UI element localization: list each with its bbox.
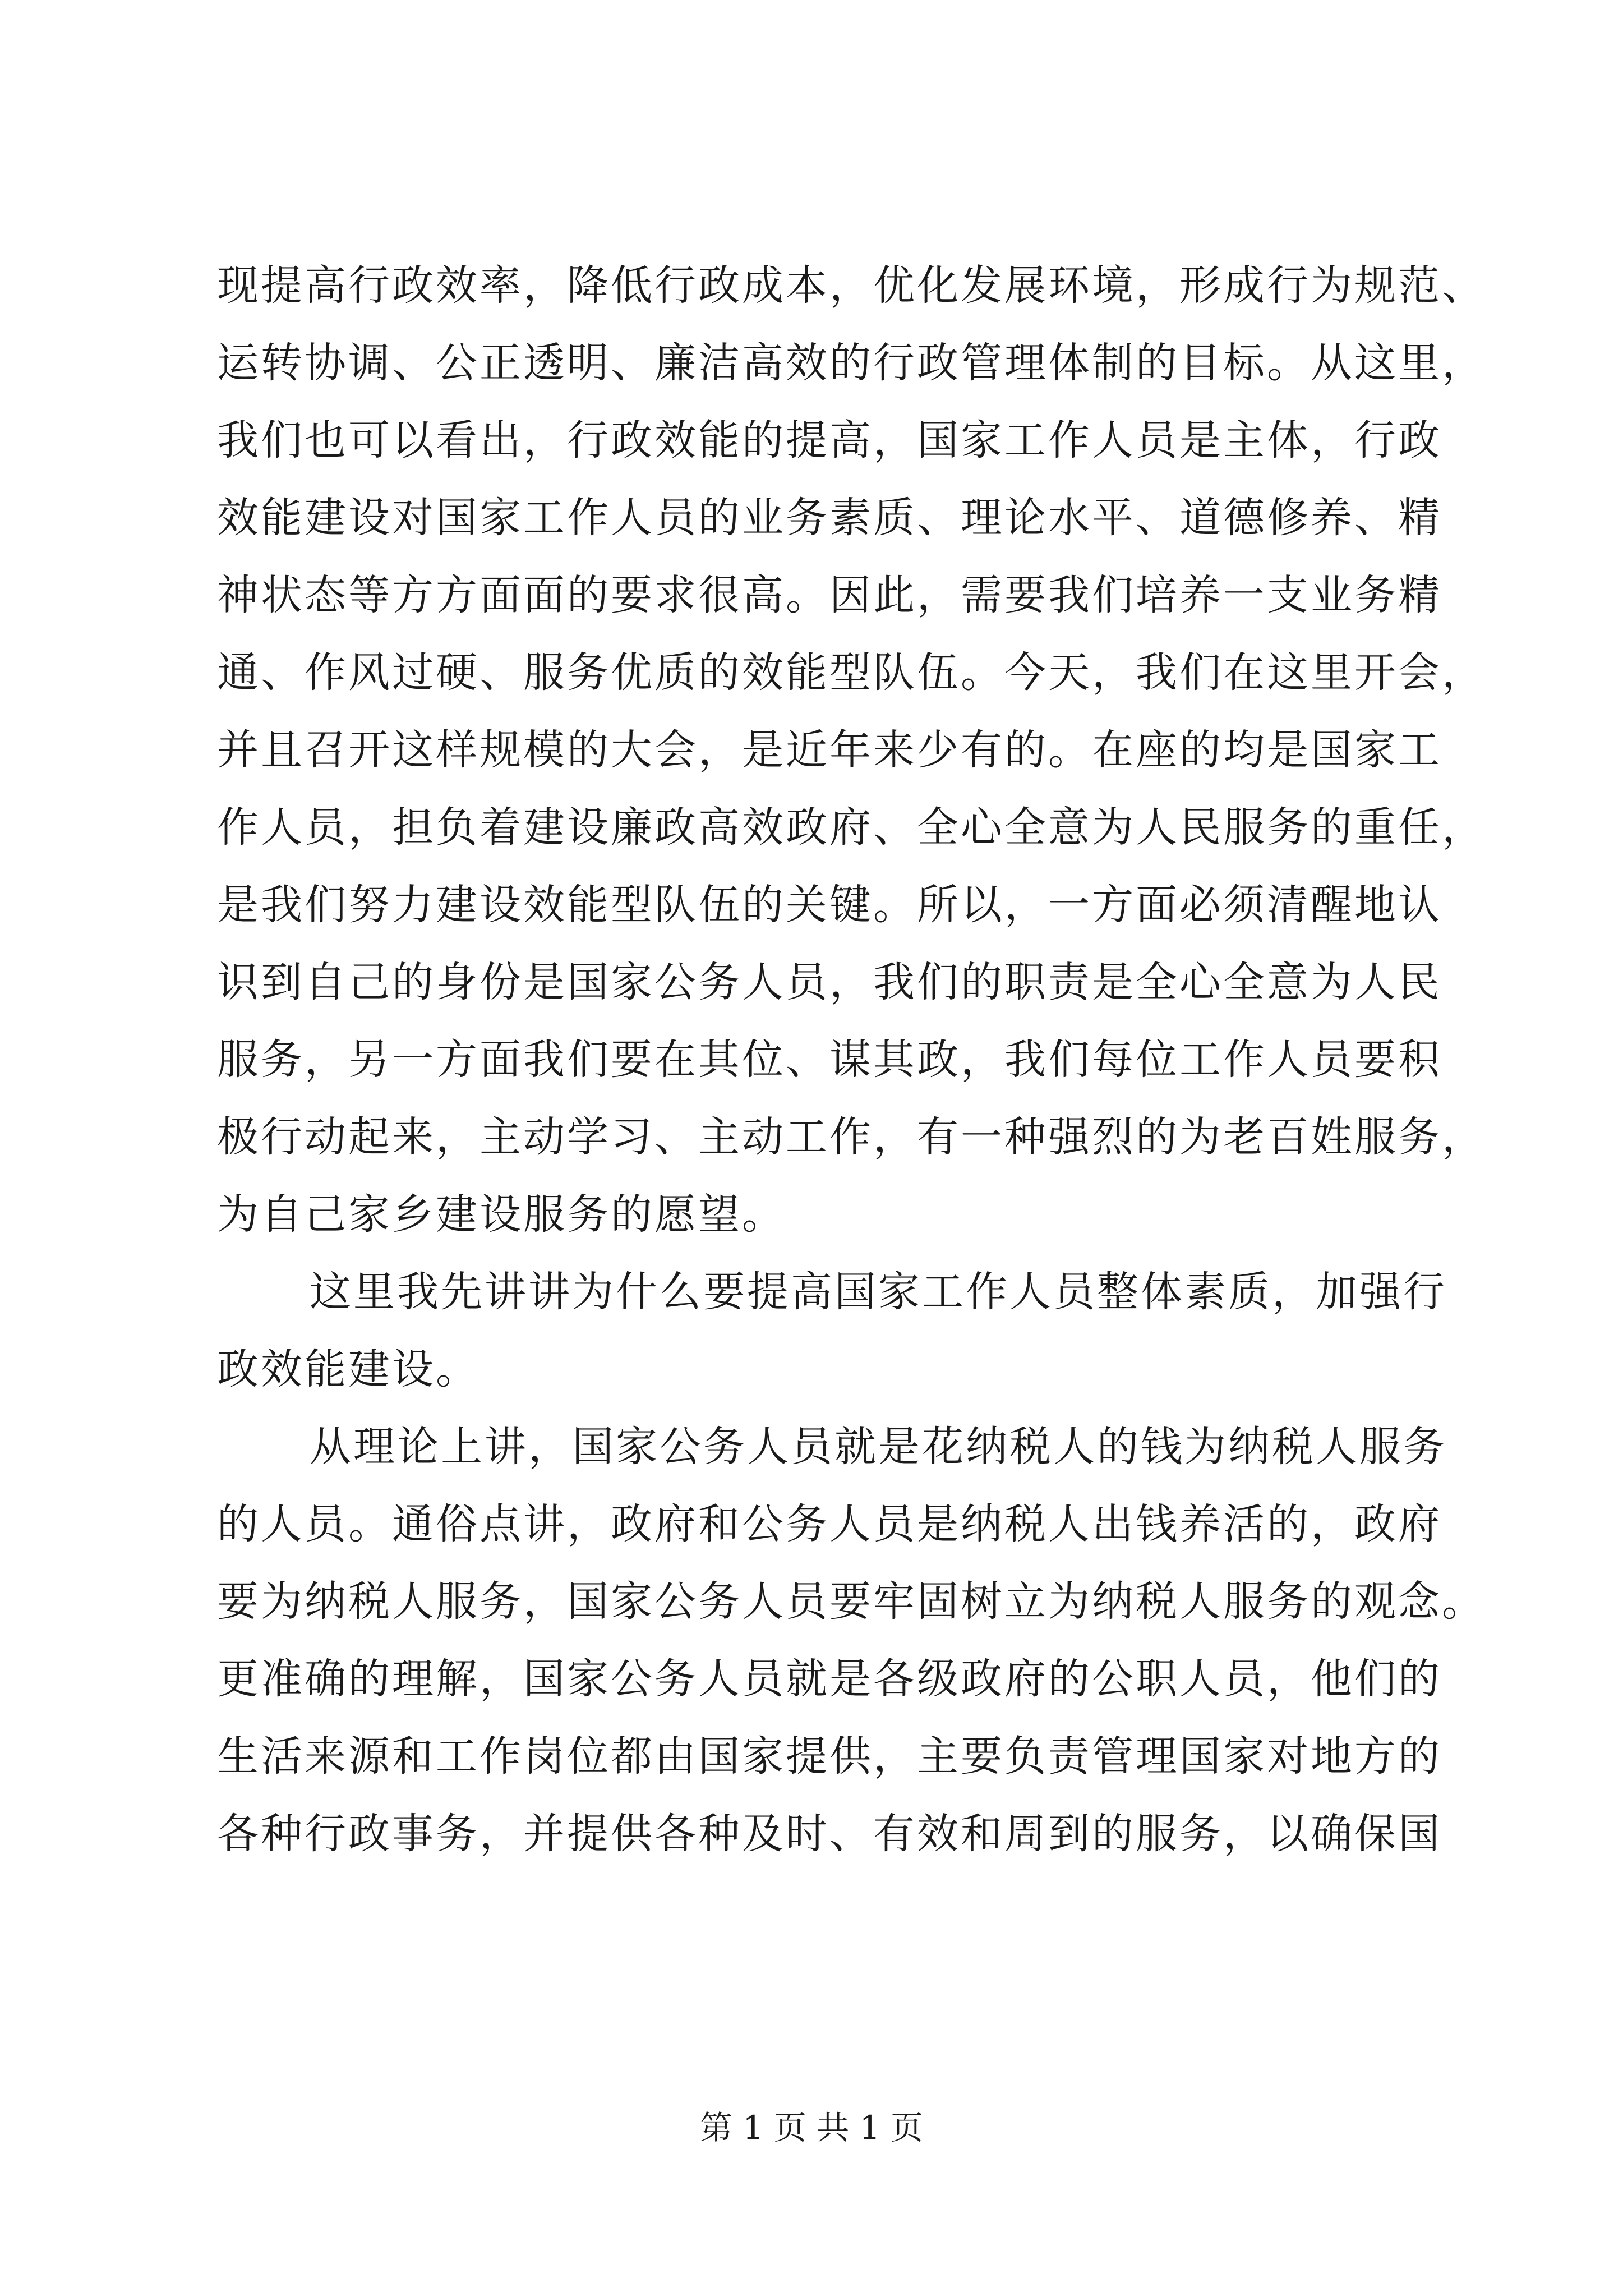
text-line: 通、作风过硬、服务优质的效能型队伍。今天，我们在这里开会， — [217, 648, 1486, 697]
text-line: 从理论上讲，国家公务人员就是花纳税人的钱为纳税人服务 — [310, 1423, 1447, 1471]
text-line: 服务，另一方面我们要在其位、谋其政，我们每位工作人员要积 — [217, 1036, 1442, 1084]
page-number: 第 1 页 共 1 页 — [700, 2109, 923, 2147]
text-line: 要为纳税人服务，国家公务人员要牢固树立为纳税人服务的观念。 — [217, 1577, 1486, 1626]
text-line: 各种行政事务，并提供各种及时、有效和周到的服务，以确保国 — [217, 1810, 1442, 1858]
text-line: 生活来源和工作岗位都由国家提供，主要负责管理国家对地方的 — [217, 1732, 1442, 1780]
text-line: 为自己家乡建设服务的愿望。 — [217, 1190, 786, 1239]
text-line: 是我们努力建设效能型队伍的关键。所以，一方面必须清醒地认 — [217, 881, 1442, 929]
text-line: 并且召开这样规模的大会，是近年来少有的。在座的均是国家工 — [217, 726, 1442, 774]
text-line: 更准确的理解，国家公务人员就是各级政府的公职人员，他们的 — [217, 1655, 1442, 1703]
text-line: 作人员，担负着建设廉政高效政府、全心全意为人民服务的重任， — [217, 803, 1486, 852]
text-line: 这里我先讲讲为什么要提高国家工作人员整体素质，加强行 — [310, 1268, 1447, 1316]
paragraph — [217, 1253, 1447, 1408]
text-line: 现提高行政效率，降低行政成本，优化发展环境，形成行为规范、 — [217, 261, 1486, 310]
paragraph — [217, 247, 1486, 1253]
page-footer — [0, 2108, 1623, 2147]
text-line: 效能建设对国家工作人员的业务素质、理论水平、道德修养、精 — [217, 494, 1442, 542]
text-line: 的人员。通俗点讲，政府和公务人员是纳税人出钱养活的，政府 — [217, 1500, 1442, 1548]
text-line: 运转协调、公正透明、廉洁高效的行政管理体制的目标。从这里， — [217, 339, 1486, 387]
text-line: 政效能建设。 — [217, 1345, 479, 1393]
text-line: 识到自己的身份是国家公务人员，我们的职责是全心全意为人民 — [217, 958, 1442, 1006]
text-line: 我们也可以看出，行政效能的提高，国家工作人员是主体，行政 — [217, 416, 1442, 464]
text-line: 神状态等方方面面的要求很高。因此，需要我们培养一支业务精 — [217, 571, 1442, 619]
paragraph — [217, 1408, 1486, 1872]
document-body — [217, 247, 1486, 1872]
text-line: 极行动起来，主动学习、主动工作，有一种强烈的为老百姓服务， — [217, 1113, 1486, 1161]
